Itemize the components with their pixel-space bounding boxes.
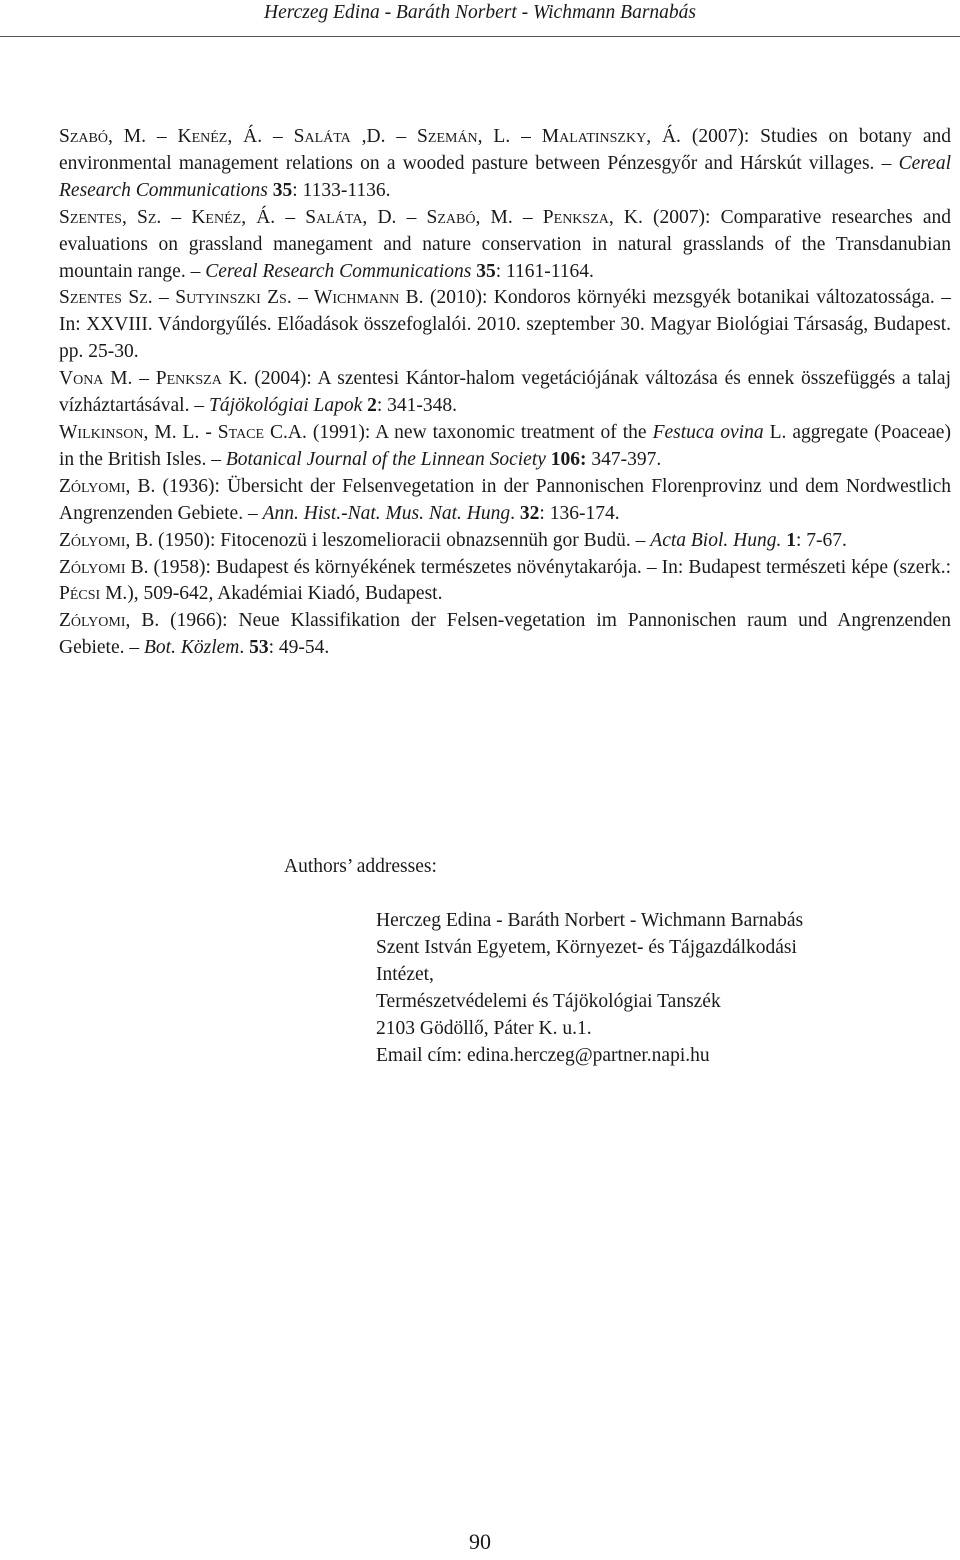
reference-entry <box>58 474 951 528</box>
reference-volume: 32 <box>519 502 540 524</box>
reference-list <box>58 124 951 662</box>
reference-journal: Cereal Research Communications <box>205 260 472 282</box>
reference-volume: 53 <box>249 637 269 659</box>
reference-authors: Wilkinson, M. L. - Stace C.A. <box>59 421 307 443</box>
page-number: 90 <box>469 1529 491 1554</box>
reference-entry <box>58 205 951 286</box>
reference-authors: Zólyomi B. <box>59 556 149 578</box>
reference-text: (1950): Fitocenozü i leszomelioracii obnazsennüh gor Budü. – <box>153 529 651 551</box>
reference-entry <box>58 285 951 366</box>
reference-entry <box>58 555 951 609</box>
authors-address-block <box>376 908 936 1069</box>
reference-entry <box>58 366 951 420</box>
reference-volume: 35 <box>267 179 293 201</box>
reference-text: 347-397. <box>586 448 662 470</box>
reference-text: (2010): Kondoros környéki mezsgyék botanikai változatossága. – In: XXVIII. Vándorgyűlés. Előadások összefoglalói. 2010. szeptember 30. Magyar Biológiai Társaság, Budapest. pp. 25-30. <box>59 287 951 363</box>
reference-text: (1991): A new taxonomic treatment of the <box>306 421 653 443</box>
reference-journal: Festuca ovina <box>652 421 764 443</box>
reference-volume: 35 <box>471 260 496 282</box>
reference-text: . <box>510 502 520 524</box>
reference-volume: 2 <box>362 395 377 417</box>
reference-journal: Cereal Research Communications <box>59 152 951 201</box>
reference-text: M.), 509-642, Akadémiai Kiadó, Budapest. <box>100 583 443 605</box>
reference-entry <box>58 528 951 555</box>
reference-text: : 136-174. <box>539 502 620 524</box>
reference-journal: Botanical Journal of the Linnean Society <box>225 448 546 470</box>
reference-text: : 1161-1164. <box>495 260 594 282</box>
running-title: Herczeg Edina - Baráth Norbert - Wichmann Barnabás <box>263 2 697 23</box>
reference-text: (1966): Neue Klassifikation der Felsen-vegetation im Pannonischen raum und Angrenzenden Gebiete. – <box>59 610 952 659</box>
reference-authors: Szentes Sz. – Sutyinszki Zs. – Wichmann B. <box>59 287 424 309</box>
reference-authors: Zólyomi, B. <box>59 529 154 551</box>
address-email[interactable]: Email cím: edina.herczeg@partner.napi.hu <box>376 1044 710 1066</box>
reference-journal: Ann. Hist.-Nat. Mus. Nat. Hung <box>262 502 511 524</box>
reference-text: (1936): Übersicht der Felsenvegetation in der Pannonischen Florenprovinz und dem Nordwestlich Angrenzenden Gebiete. – <box>59 475 951 524</box>
address-department: Természetvédelemi és Tájökológiai Tanszék <box>376 990 721 1012</box>
reference-text: L. aggregate (Poaceae) in the British Isles. – <box>59 421 951 470</box>
reference-text: : 49-54. <box>268 637 330 659</box>
reference-text: (2004): A szentesi Kántor-halom vegetációjának változása és ennek összefüggés a talaj vízháztartásával. – <box>59 368 952 417</box>
reference-authors: Szabó, M. – Kenéz, Á. – Saláta ,D. – Szemán, L. – Malatinszky, Á. <box>59 126 681 147</box>
address-university: Szent István Egyetem, Környezet- és Tájgazdálkodási <box>376 936 797 958</box>
reference-entry <box>58 124 951 205</box>
reference-journal: Tájökológiai Lapok <box>208 395 363 417</box>
reference-entry <box>58 420 951 474</box>
reference-authors: Zólyomi, B. <box>59 610 160 632</box>
reference-text: : 341-348. <box>376 395 458 417</box>
reference-journal: Bot. Közlem <box>144 637 240 659</box>
reference-text: : 7-67. <box>795 529 847 551</box>
reference-authors: Vona M. – Penksza K. <box>59 368 248 390</box>
reference-text: : 1133-1136. <box>292 179 391 201</box>
address-institute: Intézet, <box>376 963 434 985</box>
reference-text: (2007): Studies on botany and environmental management relations on a wooded pasture between Pénzesgyőr and Hárskút villages. – <box>59 126 951 174</box>
reference-authors: Szentes, Sz. – Kenéz, Á. – Saláta, D. – Szabó, M. – Penksza, K. <box>59 206 643 228</box>
address-authors: Herczeg Edina - Baráth Norbert - Wichmann Barnabás <box>376 910 804 931</box>
reference-text: (2007): Comparative researches and evaluations on grassland manegament and nature conservation in natural grasslands of the Transdanubian mountain range. – <box>59 206 951 282</box>
header-divider <box>0 36 960 37</box>
reference-authors: Pécsi <box>59 583 101 605</box>
reference-volume: 106: <box>545 448 587 470</box>
running-header <box>0 0 960 25</box>
reference-journal: Acta Biol. Hung. <box>650 529 782 551</box>
authors-addresses-heading: Authors’ addresses: <box>284 856 437 877</box>
reference-entry <box>58 608 951 662</box>
reference-volume: 1 <box>781 529 796 551</box>
reference-text: . <box>239 637 250 659</box>
reference-text: (1958): Budapest és környékének természetes növénytakarója. – In: Budapest természeti képe (szerk.: <box>148 556 951 578</box>
address-postal: 2103 Gödöllő, Páter K. u.1. <box>376 1017 592 1039</box>
reference-authors: Zólyomi, B. <box>59 475 156 497</box>
